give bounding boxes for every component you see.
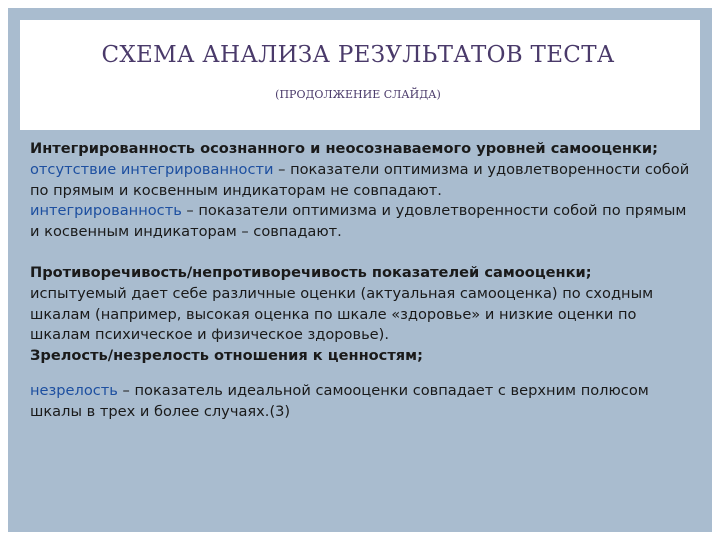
spacer xyxy=(30,367,700,381)
term-no-integration: отсутствие интегрированности xyxy=(30,160,274,178)
slide-body xyxy=(30,139,700,423)
block1-paragraph xyxy=(30,139,700,243)
block2-heading2: Зрелость/незрелость отношения к ценностям; xyxy=(30,347,423,365)
term-immaturity: незрелость xyxy=(30,381,118,399)
block2-heading: Противоречивость/непротиворечивость показателей самооценки; xyxy=(30,263,592,281)
block2-text: испытуемый дает себе различные оценки (актуальная самооценка) по сходным шкалам (например, высокая оценка по шкале «здоровье» и низкие оценки по шкалам психическое и физическое здоровье). xyxy=(30,284,654,344)
spacer xyxy=(30,243,700,263)
term-integration: интегрированность xyxy=(30,202,182,220)
block3-paragraph xyxy=(30,381,700,423)
term-no-integration-text: – показатели оптимизма и удовлетворенности собой по прямым и косвенным индикаторам не совпадают. xyxy=(30,160,690,199)
block2-paragraph xyxy=(30,263,700,367)
term-integration-text: – показатели оптимизма и удовлетворенности собой по прямым и косвенным индикаторам – совпадают. xyxy=(30,202,687,241)
slide-subtitle: (ПРОДОЛЖЕНИЕ СЛАЙДА) xyxy=(275,88,441,101)
slide-title: СХЕМА АНАЛИЗА РЕЗУЛЬТАТОВ ТЕСТА xyxy=(101,42,615,68)
title-box xyxy=(20,20,700,130)
term-immaturity-text: – показатель идеальной самооценки совпадает с верхним полюсом шкалы в трех и более случаях.(3) xyxy=(30,381,649,420)
block1-heading: Интегрированность осознанного и неосознаваемого уровней самооценки; xyxy=(30,140,658,157)
